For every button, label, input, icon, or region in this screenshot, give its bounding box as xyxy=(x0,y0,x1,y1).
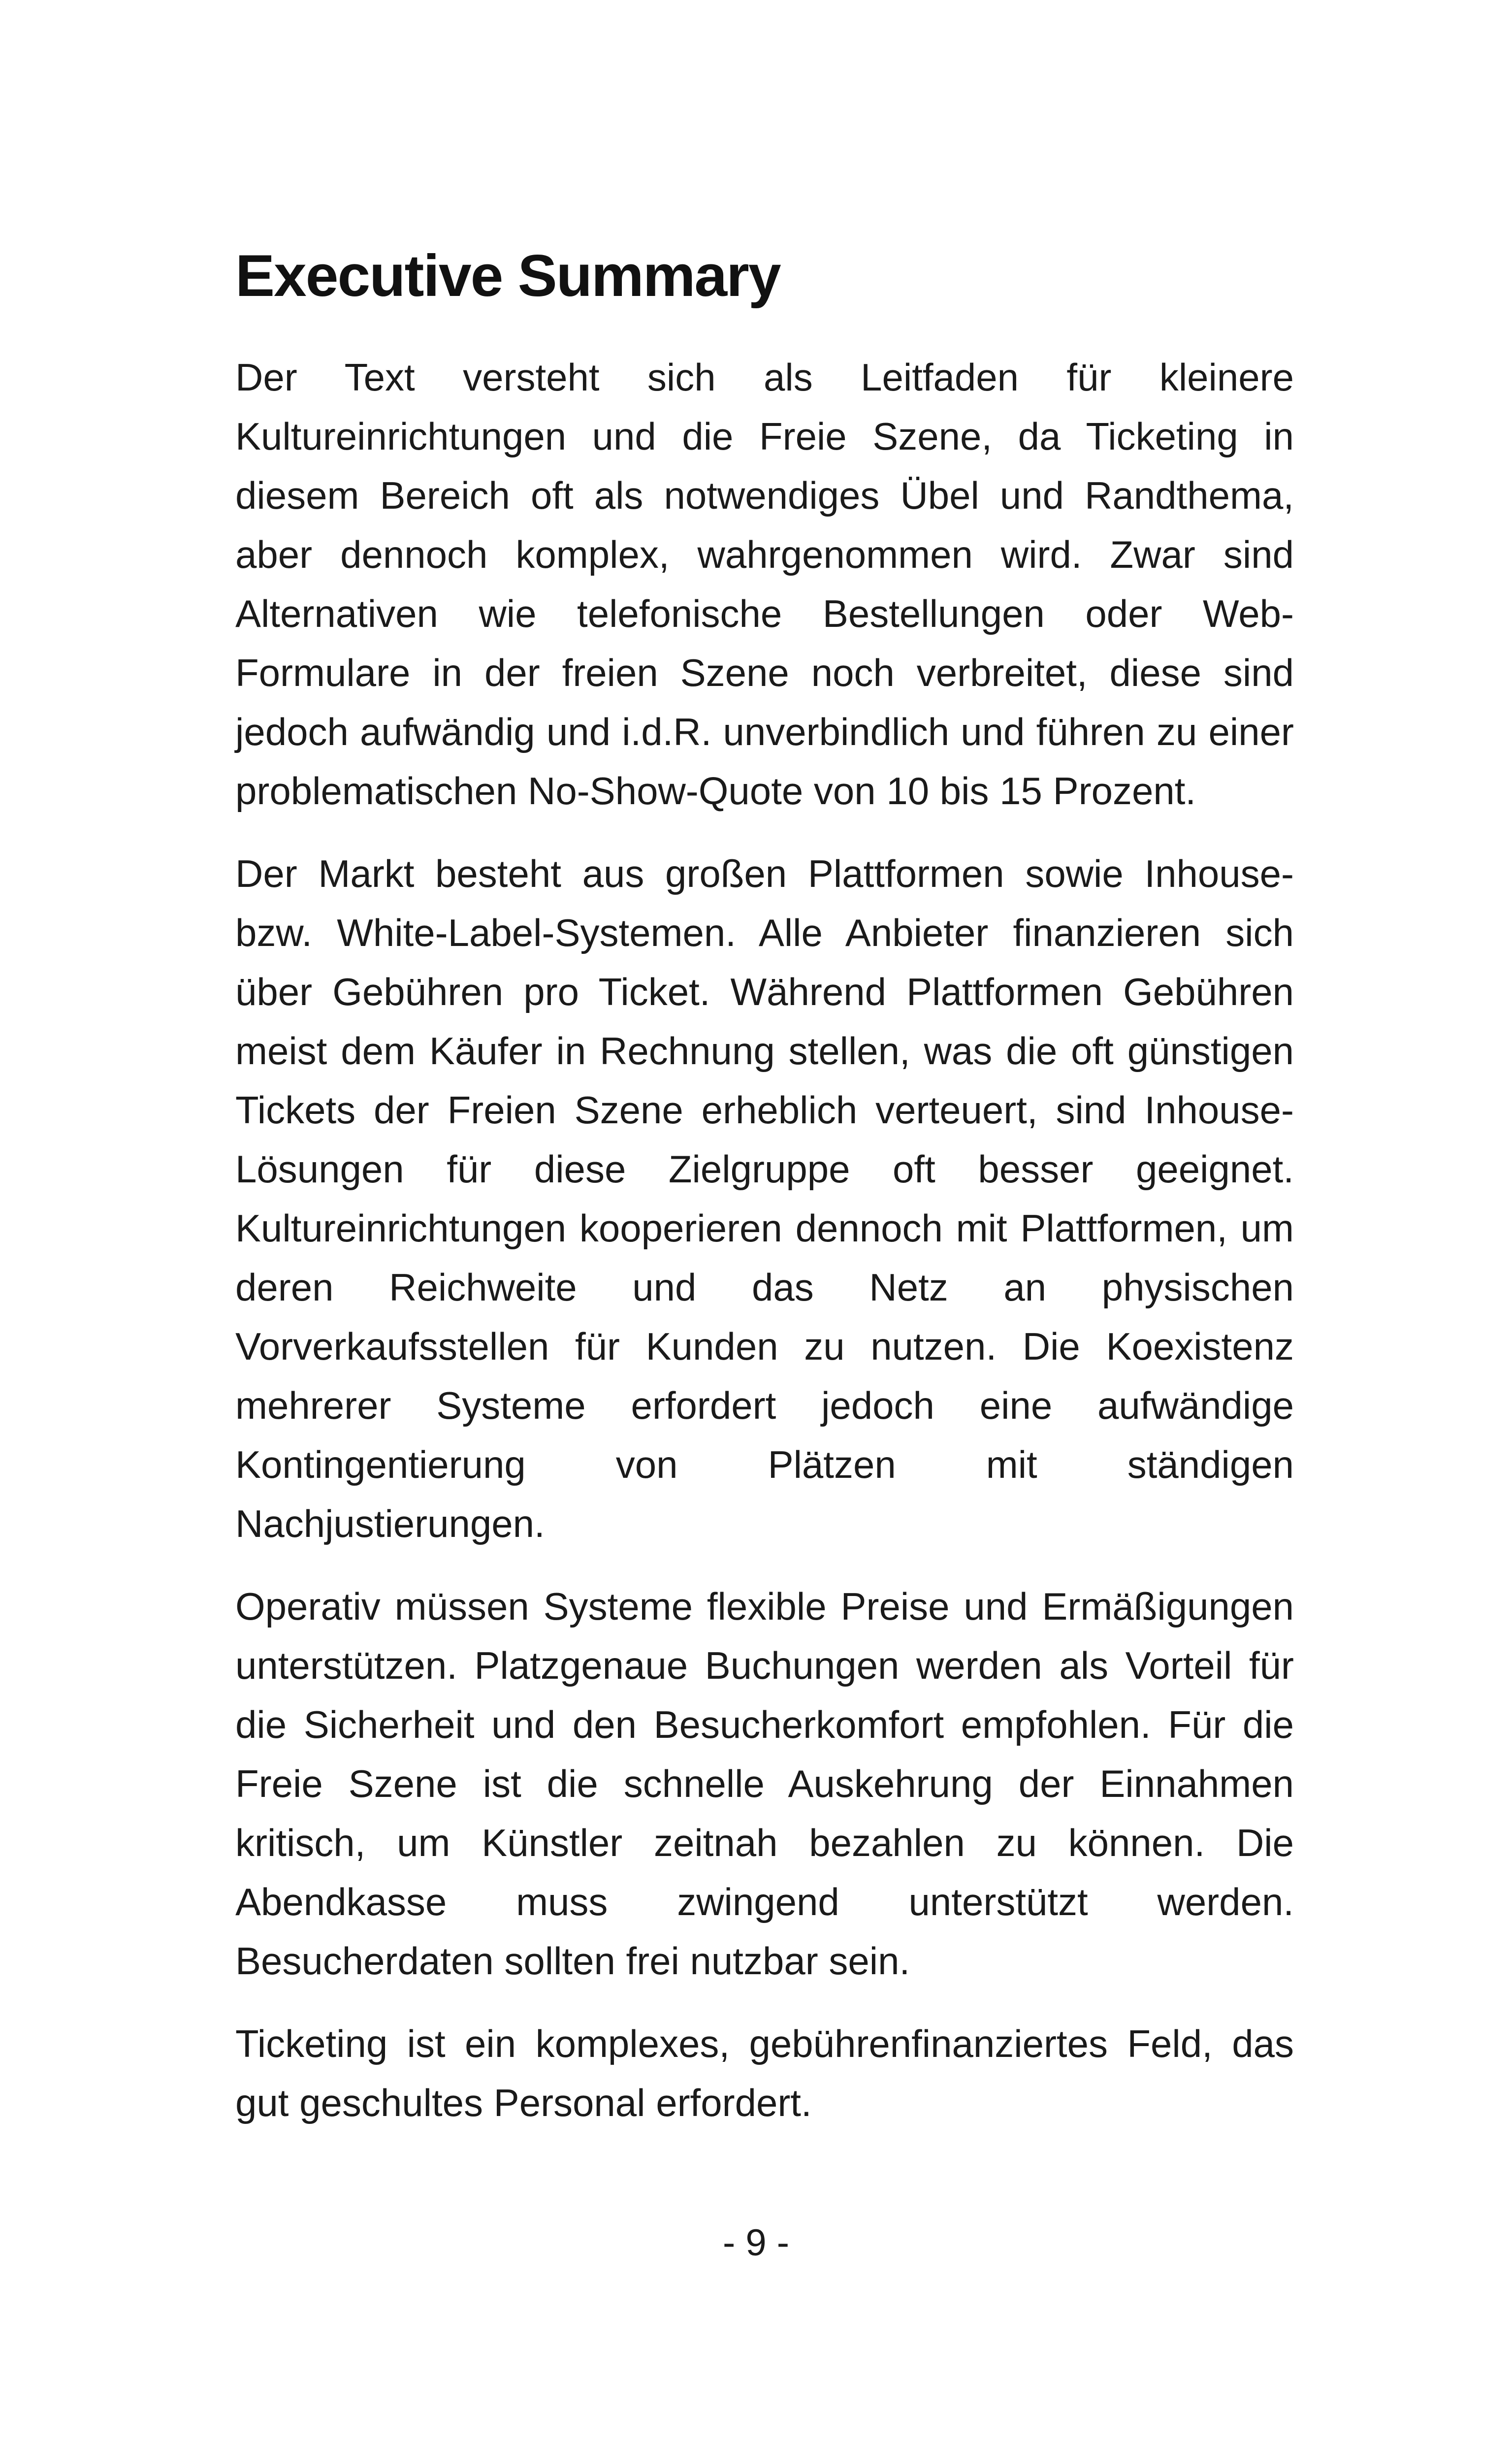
page-number: - 9 - xyxy=(722,2222,790,2264)
body-paragraph: Operativ müssen Systeme flexible Preise und Ermäßigungen unterstützen. Platzgenaue Buchungen werden als Vorteil für die Sicherheit und den Besucherkomfort empfohlen. Für die Freie Szene ist die schnelle Auskehrung der Einnahmen kritisch, um Künstler zeitnah bezahlen zu können. Die Abendkasse muss zwingend unterstützt werden. Besucherdaten sollten frei nutzbar sein. xyxy=(235,1585,1294,1983)
body-paragraph: Der Text versteht sich als Leitfaden für kleinere Kultureinrichtungen und die Freie Szene, da Ticketing in diesem Bereich oft als notwendiges Übel und Randthema, aber dennoch komplex, wahrgenommen wird. Zwar sind Alternativen wie telefonische Bestellungen oder Web-Formulare in der freien Szene noch verbreitet, diese sind jedoch aufwändig und i.d.R. unverbindlich und führen zu einer problematischen No-Show-Quote von 10 bis 15 Prozent. xyxy=(235,356,1294,813)
body-paragraph: Der Markt besteht aus großen Plattformen sowie Inhouse- bzw. White-Label-Systemen. Alle Anbieter finanzieren sich über Gebühren pro Ticket. Während Plattformen Gebühren meist dem Käufer in Rechnung stellen, was die oft günstigen Tickets der Freien Szene erheblich verteuert, sind Inhouse-Lösungen für diese Zielgruppe oft besser geeignet. Kultureinrichtungen kooperieren dennoch mit Plattformen, um deren Reichweite und das Netz an physischen Vorverkaufsstellen für Kunden zu nutzen. Die Koexistenz mehrerer Systeme erfordert jedoch eine aufwändige Kontingentierung von Plätzen mit ständigen Nachjustierungen. xyxy=(235,852,1294,1545)
page-content xyxy=(235,231,1294,2156)
body-paragraph: Ticketing ist ein komplexes, gebührenfinanziertes Feld, das gut geschultes Personal erfordert. xyxy=(235,2022,1294,2124)
section-heading: Executive Summary xyxy=(235,243,780,309)
